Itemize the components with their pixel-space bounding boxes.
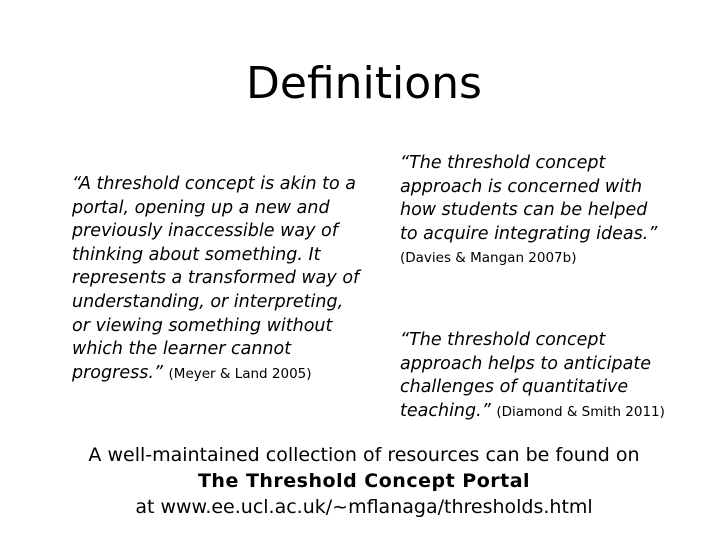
- quote-text: “The threshold concept approach helps to anticipate challenges of quantitative teaching.”: [400, 330, 651, 421]
- portal-url: at www.ee.ucl.ac.uk/~mflanaga/thresholds.html: [135, 496, 593, 518]
- quote-text: “The threshold concept approach is concerned with how students can be helped to acquire integrating ideas.”: [400, 153, 658, 244]
- quote-citation: (Meyer & Land 2005): [168, 365, 312, 382]
- quote-davies-mangan: [400, 152, 665, 271]
- quote-text: “A threshold concept is akin to a portal, opening up a new and previously inaccessible way of thinking about something. It represents a transformed way of understanding, or interpreting, or viewing something without which the learner cannot progress.”: [72, 174, 360, 383]
- footer-intro-text: A well-maintained collection of resources can be found on: [88, 444, 640, 466]
- quote-citation: (Davies & Mangan 2007b): [400, 250, 577, 267]
- quote-citation: (Diamond & Smith 2011): [496, 403, 665, 420]
- portal-name: The Threshold Concept Portal: [197, 470, 531, 492]
- quote-meyer-land: [72, 173, 364, 386]
- resource-footer: [0, 442, 728, 520]
- quote-diamond-smith: [400, 329, 665, 424]
- slide-title: Definitions: [246, 58, 482, 109]
